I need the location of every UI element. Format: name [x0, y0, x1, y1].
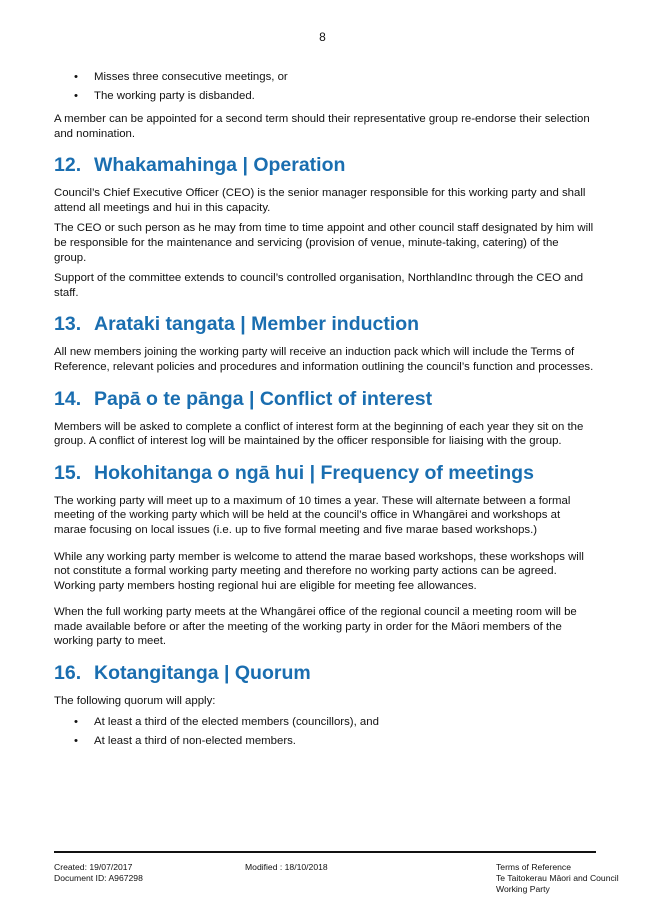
list-item: • At least a third of non-elected members.: [74, 734, 296, 747]
footer-modified: Modified : 18/10/2018: [245, 862, 328, 872]
footer-left: [54, 862, 143, 884]
section-13-heading: [54, 312, 594, 336]
intro-paragraph: A member can be appointed for a second term should their representative group re-endorse their selection and nomination.: [54, 113, 590, 140]
section-title: Papā o te pānga | Conflict of interest: [94, 387, 433, 410]
bullet-icon: •: [74, 71, 78, 83]
paragraph: Council’s Chief Executive Officer (CEO) is the senior manager responsible for this working party and shall attend all meetings and hui in this capacity.: [54, 187, 586, 214]
section-title: Hokohitanga o ngā hui | Frequency of meetings: [94, 461, 534, 484]
paragraph: When the full working party meets at the Whangārei office of the regional council a meeting room will be made available before or after the meeting of the working party in order for the Māori members of the working party to meet.: [54, 606, 577, 648]
bullet-icon: •: [74, 90, 78, 102]
footer-middle: [245, 862, 328, 873]
paragraph: All new members joining the working party will receive an induction pack which will include the Terms of Reference, relevant policies and procedures and information outlining the council’s function and processes.: [54, 346, 594, 373]
paragraph: Support of the committee extends to council’s controlled organisation, NorthlandInc through the CEO and staff.: [54, 272, 584, 299]
paragraph: The working party will meet up to a maximum of 10 times a year. These will alternate between a formal meeting of the working party which will be held at the council’s office in Whangārei and workshops at marae focusing on local issues (i.e. up to five formal meeting and five marae based workshops.): [54, 494, 571, 536]
paragraph: While any working party member is welcome to attend the marae based workshops, these workshops will not constitute a formal working party meeting and therefore no working party actions can be agreed. Working party members hosting regional hui are eligible for meeting fee allowances.: [54, 550, 584, 592]
quorum-bullet-list: [54, 715, 594, 749]
paragraph: Members will be asked to complete a conflict of interest form at the beginning of each year they sit on the group. A conflict of interest log will be maintained by the officer responsible for liaising with the group.: [54, 420, 584, 448]
list-item: • Misses three consecutive meetings, or: [74, 71, 288, 83]
section-title: Kotangitanga | Quorum: [94, 662, 311, 685]
bullet-icon: •: [74, 715, 78, 728]
paragraph: The CEO or such person as he may from time to time appoint and other council staff designated by him will be responsible for the maintenance and servicing (provision of venue, minute-taking, catering) of the group.: [54, 222, 594, 264]
intro-bullet-list: [54, 70, 594, 104]
section-number: 13.: [54, 313, 82, 336]
section-title: Arataki tangata | Member induction: [94, 313, 420, 336]
section-12-heading: [54, 153, 594, 177]
section-number: 15.: [54, 461, 82, 484]
footer-doc-subtitle-2: Working Party: [496, 884, 550, 894]
section-number: 14.: [54, 387, 82, 410]
footer-doc-title: Terms of Reference: [496, 862, 571, 872]
footer-right: [496, 862, 619, 895]
bullet-icon: •: [74, 734, 78, 747]
paragraph: The following quorum will apply:: [54, 695, 216, 708]
footer-created: Created: 19/07/2017: [54, 862, 133, 872]
page-number: 8: [319, 30, 326, 44]
list-item: • The working party is disbanded.: [74, 90, 255, 102]
section-title: Whakamahinga | Operation: [94, 154, 346, 177]
document-body: [54, 70, 594, 755]
footer-doc-subtitle: Te Taitokerau Māori and Council: [496, 873, 619, 883]
footer-document-id: Document ID: A967298: [54, 873, 143, 883]
section-15-heading: [54, 461, 594, 485]
list-item: • At least a third of the elected members (councillors), and: [74, 715, 379, 728]
section-number: 16.: [54, 662, 82, 685]
footer-divider: [54, 851, 596, 853]
section-14-heading: [54, 387, 594, 411]
section-16-heading: [54, 661, 594, 685]
section-number: 12.: [54, 154, 82, 177]
